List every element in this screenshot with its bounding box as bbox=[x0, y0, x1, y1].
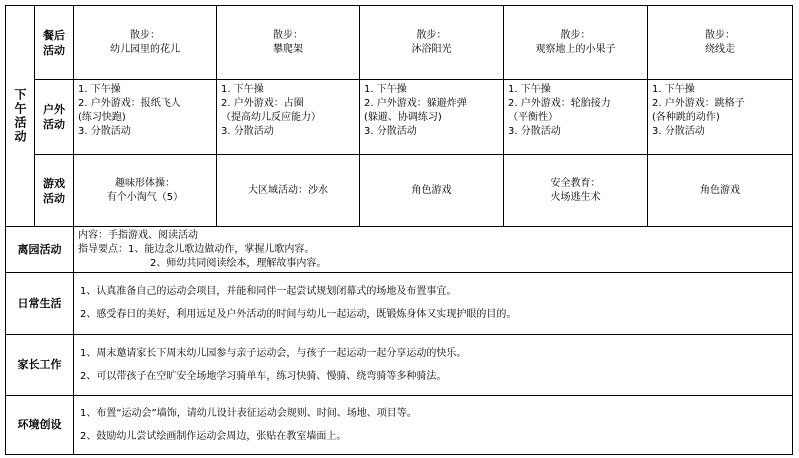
daily-life-line: 2、感受春日的美好，利用远足及户外活动的时间与幼儿一起运动，既锻炼身体又实现护眼的目的。 bbox=[80, 309, 517, 320]
day-1-game-line: 有个小淘气（5） bbox=[106, 191, 184, 203]
day-1-outdoor bbox=[73, 79, 217, 155]
parent-work-label-text: 家长工作 bbox=[17, 358, 62, 371]
day-5-after-meal-line: 绕线走 bbox=[705, 43, 735, 55]
day-2-after-meal-line: 攀爬架 bbox=[273, 43, 303, 55]
day-2-outdoor-line: 3. 分散活动 bbox=[221, 126, 274, 137]
day-1-game bbox=[73, 154, 217, 227]
leaving-line: 指导要点：1、能边念儿歌边做动作，掌握儿歌内容。 bbox=[78, 244, 315, 255]
day-4-after-meal bbox=[503, 5, 648, 80]
leaving-activity-content bbox=[73, 226, 793, 273]
day-4-after-meal-line: 观察地上的小果子 bbox=[535, 43, 616, 55]
day-1-after-meal-line: 散步： bbox=[130, 29, 160, 41]
day-2-after-meal-line: 散步： bbox=[273, 29, 303, 41]
day-4-game-line: 安全教育： bbox=[550, 177, 601, 189]
day-2-after-meal bbox=[216, 5, 360, 80]
day-4-game bbox=[503, 154, 648, 227]
leaving-activity-label-text: 离园活动 bbox=[17, 242, 62, 256]
day-3-outdoor-line: 2. 户外游戏：躲避炸弹 bbox=[364, 98, 467, 109]
leaving-line: 2、师幼共同阅读绘本，理解故事内容。 bbox=[150, 258, 327, 269]
day-1-outdoor-line: (练习快跑) bbox=[78, 112, 126, 123]
day-5-outdoor-line: (各种跳的动作) bbox=[652, 112, 720, 123]
day-4-outdoor-line: 1. 下午操 bbox=[508, 84, 551, 95]
day-2-outdoor-line: （提高幼儿反应能力） bbox=[221, 112, 321, 123]
day-4-game-line: 火场逃生术 bbox=[550, 191, 601, 203]
day-1-outdoor-line: 3. 分散活动 bbox=[78, 126, 131, 137]
daily-life-content bbox=[73, 272, 793, 335]
parent-work-label bbox=[5, 334, 74, 396]
day-2-outdoor-line: 1. 下午操 bbox=[221, 84, 264, 95]
day-2-outdoor bbox=[216, 79, 360, 155]
day-5-game-line: 角色游戏 bbox=[700, 184, 740, 196]
day-3-outdoor-line: (躲避、协调练习) bbox=[364, 112, 442, 123]
parent-work-content bbox=[73, 334, 793, 396]
day-5-outdoor-line: 3. 分散活动 bbox=[652, 126, 705, 137]
after-meal-label-text: 餐后活动 bbox=[43, 28, 65, 57]
day-5-after-meal-line: 散步： bbox=[705, 29, 735, 41]
afternoon-activity-label-text: 下午活动 bbox=[13, 88, 27, 144]
day-4-outdoor-line: 3. 分散活动 bbox=[508, 126, 561, 137]
day-1-after-meal bbox=[73, 5, 217, 80]
day-4-outdoor-line: （平衡性） bbox=[508, 112, 558, 123]
day-5-game bbox=[647, 154, 793, 227]
day-4-after-meal-line: 散步： bbox=[560, 29, 591, 41]
leaving-activity-label bbox=[5, 226, 74, 273]
game-label bbox=[34, 154, 74, 227]
day-3-outdoor-line: 1. 下午操 bbox=[364, 84, 407, 95]
day-3-outdoor bbox=[359, 79, 504, 155]
day-2-game-line: 大区域活动：沙水 bbox=[248, 184, 328, 196]
day-2-game bbox=[216, 154, 360, 227]
day-1-after-meal-line: 幼儿园里的花儿 bbox=[110, 43, 180, 55]
daily-life-label bbox=[5, 272, 74, 335]
environment-line: 2、鼓励幼儿尝试绘画制作运动会周边，张贴在教室墙面上。 bbox=[80, 430, 347, 442]
game-label-text: 游戏活动 bbox=[43, 176, 65, 205]
day-4-outdoor bbox=[503, 79, 648, 155]
day-4-outdoor-line: 2. 户外游戏：轮胎接力 bbox=[508, 98, 611, 109]
leaving-line: 内容：手指游戏、阅读活动 bbox=[78, 230, 198, 241]
day-3-game-line: 角色游戏 bbox=[411, 184, 452, 196]
day-3-outdoor-line: 3. 分散活动 bbox=[364, 126, 417, 137]
day-1-outdoor-line: 2. 户外游戏：报纸飞人 bbox=[78, 98, 181, 109]
environment-label-text: 环境创设 bbox=[17, 418, 62, 431]
day-3-after-meal-line: 散步： bbox=[416, 29, 447, 41]
day-1-game-line: 趣味形体操： bbox=[115, 177, 175, 189]
environment-label bbox=[5, 395, 74, 455]
parent-work-line: 1、周末邀请家长下周末幼儿园参与亲子运动会，与孩子一起运动一起分享运动的快乐。 bbox=[80, 347, 467, 359]
day-5-outdoor-line: 2. 户外游戏：跳格子 bbox=[652, 98, 745, 109]
outdoor-label-text: 户外活动 bbox=[43, 103, 65, 131]
daily-life-label-text: 日常生活 bbox=[17, 296, 62, 310]
environment-content bbox=[73, 395, 793, 455]
day-1-outdoor-line: 1. 下午操 bbox=[78, 84, 121, 95]
day-5-outdoor bbox=[647, 79, 793, 155]
day-5-outdoor-line: 1. 下午操 bbox=[652, 84, 695, 95]
day-3-after-meal bbox=[359, 5, 504, 80]
after-meal-label bbox=[34, 5, 74, 80]
outdoor-label bbox=[34, 79, 74, 155]
day-3-after-meal-line: 沐浴阳光 bbox=[411, 43, 452, 55]
day-2-outdoor-line: 2. 户外游戏：占圈 bbox=[221, 98, 304, 109]
afternoon-activity-label bbox=[5, 5, 35, 227]
day-5-after-meal bbox=[647, 5, 793, 80]
daily-life-line: 1、认真准备自己的运动会项目，并能和同伴一起尝试规划闭幕式的场地及布置事宜。 bbox=[80, 286, 457, 297]
parent-work-line: 2、可以带孩子在空旷安全场地学习骑单车，练习快骑、慢骑、绕弯骑等多种骑法。 bbox=[80, 370, 447, 382]
environment-line: 1、布置“运动会”墙饰，请幼儿设计表征运动会规则、时间、场地、项目等。 bbox=[80, 407, 417, 419]
day-3-game bbox=[359, 154, 504, 227]
